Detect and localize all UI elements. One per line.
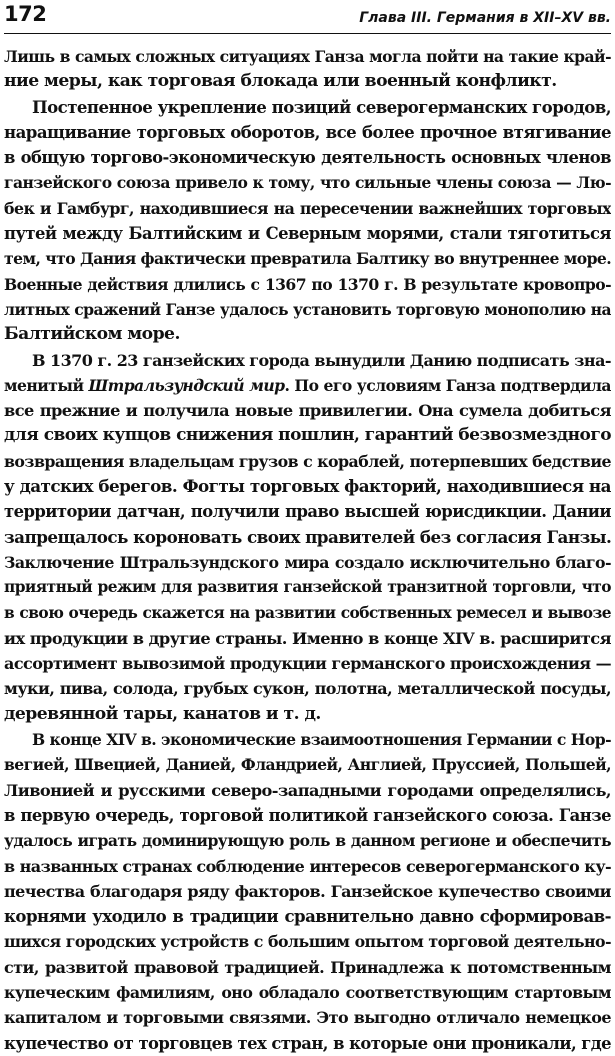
- text-line: для своих купцов снижения пошлин, гарантий безвозмездного: [4, 425, 611, 446]
- text-line: в свою очередь скажется на развитии собственных ремесел и вывозе: [4, 603, 611, 622]
- text-line: бек и Гамбург, находившиеся на пересечении важнейших торговых: [4, 198, 611, 218]
- paragraph-start-line: В 1370 г. 23 ганзейских города вынудили Данию подписать зна-: [32, 350, 611, 370]
- text-line: Военные действия длились с 1367 по 1370 г. В результате кровопро-: [4, 274, 611, 294]
- text-line: купечество от торговцев тех стран, в которые они проникали, где: [4, 1033, 611, 1053]
- text-line: тем, что Дания фактически превратила Балтику во внутреннее море.: [4, 249, 611, 269]
- text-line: вегией, Швецией, Данией, Фландрией, Англией, Пруссией, Польшей,: [4, 755, 611, 775]
- text-line: литных сражений Ганзе удалось установить торговую монополию на: [4, 299, 611, 319]
- text-line-with-emphasis: [4, 373, 611, 398]
- text-line: путей между Балтийским и Северным морями, стали тяготиться: [4, 224, 611, 244]
- text-line: Заключение Штральзундского мира создало исключительно благо-: [4, 552, 611, 572]
- text-line: наращивание торговых оборотов, все более прочное втягивание: [4, 121, 611, 142]
- text-line: возвращения владельцам грузов с кораблей, потерпевших бедствие: [4, 451, 611, 471]
- text-line: Лишь в самых сложных ситуациях Ганза могла пойти на такие край-: [4, 47, 611, 66]
- text-line: в общую торгово-экономическую деятельность основных членов: [4, 148, 611, 168]
- text-line: деревянной тары, канатов и т. д.: [4, 703, 321, 724]
- text-line: ассортимент вывозимой продукции германского происхождения —: [4, 654, 611, 674]
- text-line: все прежние и получила новые привилегии. Она сумела добиться: [4, 401, 611, 421]
- body-text: [4, 44, 611, 1056]
- text-line: приятный режим для развития ганзейской транзитной торговли, что: [4, 578, 611, 597]
- text-line: сти, развитой правовой традицией. Принадлежа к потомственным: [4, 957, 611, 977]
- text-line: ганзейского союза привело к тому, что сильные члены союза — Лю-: [4, 173, 611, 193]
- text-line: корнями уходило в традиции сравнительно давно сформировав-: [4, 906, 611, 927]
- text-line: шихся городских устройств с большим опытом торговой деятельно-: [4, 932, 611, 952]
- text-line: Ливонией и русскими северо-западными городами определялись,: [4, 780, 611, 800]
- running-title: Глава III. Германия в XII–XV вв.: [359, 10, 611, 26]
- text-line: Балтийском море.: [4, 324, 180, 345]
- text-line: удалось играть доминирующую роль в данном регионе и обеспечить: [4, 831, 611, 851]
- text-line: в названных странах соблюдение интересов северогерманского ку-: [4, 856, 611, 876]
- text-line: запрещалось короновать своих правителей без согласия Ганзы.: [4, 526, 611, 547]
- text-fragment: менитый: [4, 375, 89, 395]
- text-line: купеческим фамилиям, оно обладало соответствующим стартовым: [4, 982, 611, 1002]
- text-fragment: . По его условиям Ганза подтвердила: [284, 375, 611, 395]
- emphasized-term: Штральзундский мир: [88, 375, 285, 395]
- paragraph-start-line: Постепенное укрепление позиций северогерманских городов,: [32, 96, 611, 117]
- text-line: в первую очередь, торговой политикой ганзейского союза. Ганзе: [4, 805, 611, 825]
- text-line: у датских берегов. Фогты торговых факторий, находившиеся на: [4, 476, 611, 497]
- text-line: капиталом и торговыми связями. Это выгодно отличало немецкое: [4, 1008, 611, 1028]
- page-number: 172: [4, 2, 47, 26]
- text-line: их продукции в другие страны. Именно в конце XIV в. расширится: [4, 628, 611, 648]
- text-line: территории датчан, получили право высшей юрисдикции. Дании: [4, 502, 611, 522]
- text-line: ние меры, как торговая блокада или военный конфликт.: [4, 71, 557, 92]
- text-line: муки, пива, солода, грубых сукон, полотна, металлической посуды,: [4, 679, 611, 699]
- text-line: печества благодаря ряду факторов. Ганзейское купечество своими: [4, 881, 611, 901]
- paragraph-start-line: В конце XIV в. экономические взаимоотношения Германии с Нор-: [32, 730, 611, 750]
- page-header: [4, 0, 611, 34]
